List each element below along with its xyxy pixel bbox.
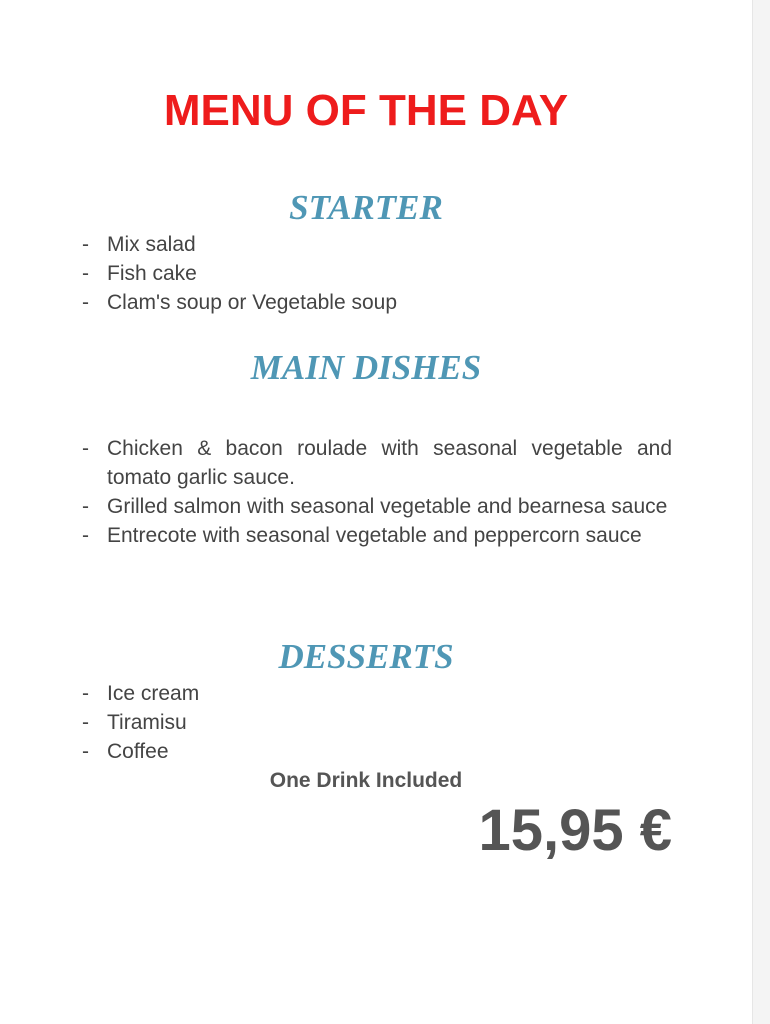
bullet-dash: - <box>82 262 89 285</box>
list-item <box>82 230 672 259</box>
list-item <box>82 434 672 492</box>
bullet-dash: - <box>82 711 89 734</box>
menu-price: 15,95 € <box>478 798 672 863</box>
dish-name: Fish cake <box>107 262 197 285</box>
bullet-dash: - <box>82 524 89 547</box>
list-item <box>82 288 672 317</box>
section-heading-main-dishes: MAIN DISHES <box>250 348 482 387</box>
dish-name: Tiramisu <box>107 711 187 734</box>
dish-name: Grilled salmon with seasonal vegetable and bearnesa sauce <box>107 495 668 518</box>
main-dishes-list <box>82 434 672 550</box>
bullet-dash: - <box>82 437 89 460</box>
bullet-dash: - <box>82 740 89 763</box>
list-item <box>82 521 672 550</box>
list-item <box>82 679 672 708</box>
section-heading-starter: STARTER <box>289 188 443 227</box>
dish-name: Ice cream <box>107 682 200 705</box>
menu-title: MENU OF THE DAY <box>163 86 569 135</box>
dish-name: Clam's soup or Vegetable soup <box>107 291 398 314</box>
dish-name: Chicken & bacon roulade with seasonal vegetable and tomato garlic sauce. <box>107 437 672 489</box>
bullet-dash: - <box>82 291 89 314</box>
page-gutter <box>752 0 770 1024</box>
dish-name: Coffee <box>107 740 169 763</box>
drink-included-note: One Drink Included <box>269 769 463 792</box>
bullet-dash: - <box>82 233 89 256</box>
bullet-dash: - <box>82 495 89 518</box>
dish-name: Entrecote with seasonal vegetable and peppercorn sauce <box>107 524 642 547</box>
list-item <box>82 259 672 288</box>
list-item <box>82 708 672 737</box>
starter-list <box>82 230 672 317</box>
list-item <box>82 492 672 521</box>
desserts-list <box>82 679 672 766</box>
list-item <box>82 737 672 766</box>
bullet-dash: - <box>82 682 89 705</box>
dish-name: Mix salad <box>107 233 196 256</box>
section-heading-desserts: DESSERTS <box>278 637 454 676</box>
